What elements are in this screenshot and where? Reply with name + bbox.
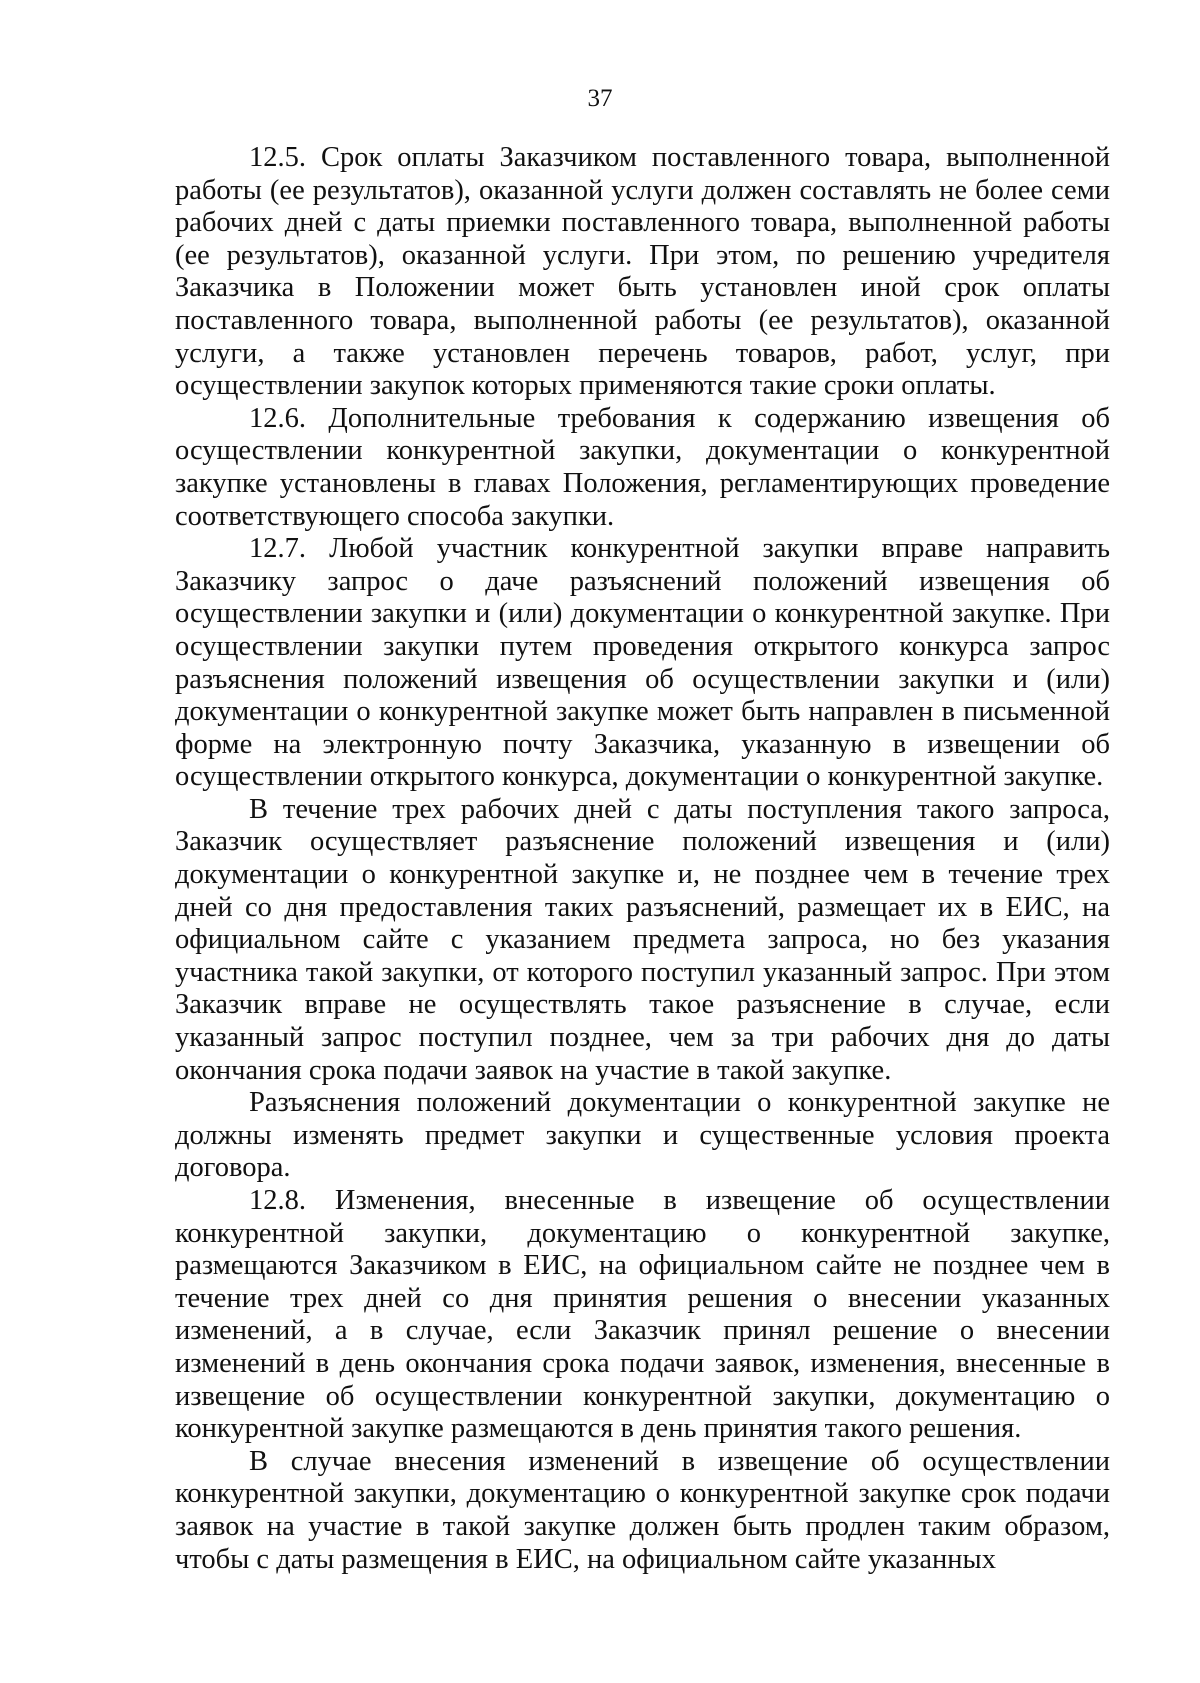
paragraph-12-7-clarification-limits: Разъяснения положений документации о конкурентной закупке не должны изменять предмет закупки и существенные условия проекта договора.: [175, 1087, 1110, 1184]
paragraph-12-8: 12.8. Изменения, внесенные в извещение об осуществлении конкурентной закупки, документацию о конкурентной закупке, размещаются Заказчиком в ЕИС, на официальном сайте не позднее чем в течение трех дней со дня принятия решения о внесении указанных изменений, а в случае, если Заказчик принял решение о внесении изменений в день окончания срока подачи заявок, изменения, внесенные в извещение об осуществлении конкурентной закупки, документацию о конкурентной закупке размещаются в день принятия такого решения.: [175, 1185, 1110, 1445]
paragraph-12-6: 12.6. Дополнительные требования к содержанию извещения об осуществлении конкурентной закупки, документации о конкурентной закупке установлены в главах Положения, регламентирующих проведение соответствующего способа закупки.: [175, 402, 1110, 532]
paragraph-12-8-extension: В случае внесения изменений в извещение об осуществлении конкурентной закупки, документацию о конкурентной закупке срок подачи заявок на участие в такой закупке должен быть продлен таким образом, чтобы с даты размещения в ЕИС, на официальном сайте указанных: [175, 1445, 1110, 1575]
paragraph-12-7: 12.7. Любой участник конкурентной закупки вправе направить Заказчику запрос о даче разъяснений положений извещения об осуществлении закупки и (или) документации о конкурентной закупке. При осуществлении закупки путем проведения открытого конкурса запрос разъяснения положений извещения об осуществлении закупки и (или) документации о конкурентной закупке может быть направлен в письменной форме на электронную почту Заказчика, указанную в извещении об осуществлении открытого конкурса, документации о конкурентной закупке.: [175, 533, 1110, 793]
document-body: [175, 142, 1110, 1576]
paragraph-12-5: 12.5. Срок оплаты Заказчиком поставленного товара, выполненной работы (ее результатов), оказанной услуги должен составлять не более семи рабочих дней с даты приемки поставленного товара, выполненной работы (ее результатов), оказанной услуги. При этом, по решению учредителя Заказчика в Положении может быть установлен иной срок оплаты поставленного товара, выполненной работы (ее результатов), оказанной услуги, а также установлен перечень товаров, работ, услуг, при осуществлении закупок которых применяются такие сроки оплаты.: [175, 142, 1110, 402]
page-number: 37: [587, 85, 613, 112]
paragraph-12-7-clarification-deadline: В течение трех рабочих дней с даты поступления такого запроса, Заказчик осуществляет разъяснение положений извещения и (или) документации о конкурентной закупке и, не позднее чем в течение трех дней со дня предоставления таких разъяснений, размещает их в ЕИС, на официальном сайте с указанием предмета запроса, но без указания участника такой закупки, от которого поступил указанный запрос. При этом Заказчик вправе не осуществлять такое разъяснение в случае, если указанный запрос поступил позднее, чем за три рабочих дня до даты окончания срока подачи заявок на участие в такой закупке.: [175, 793, 1110, 1086]
